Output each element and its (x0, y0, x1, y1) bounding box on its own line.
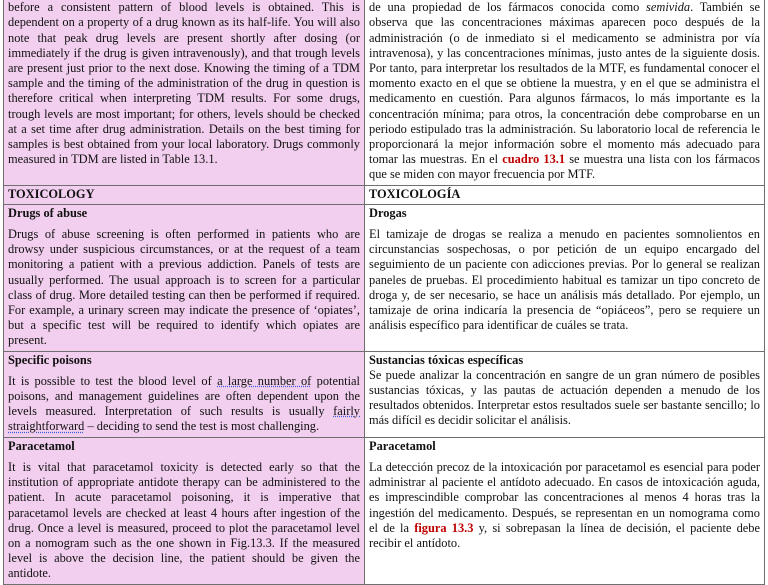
section-heading-en: TOXICOLOGY (4, 185, 365, 204)
text-span: It is possible to test the blood level of (8, 373, 218, 388)
grammar-flagged-phrase: fairly straightforward (8, 404, 360, 434)
table-row (4, 204, 765, 351)
spanish-paragraph (369, 460, 760, 551)
text-span: de una propiedad de los fármacos conocida como (369, 0, 640, 15)
english-cell (4, 351, 365, 437)
spanish-cell (365, 437, 765, 584)
spanish-cell (365, 0, 765, 185)
text-span: – deciding to send the test is most challenging. (84, 419, 320, 434)
table-row (4, 185, 765, 204)
section-heading-es: TOXICOLOGÍA (365, 185, 765, 204)
english-cell (4, 204, 365, 351)
table-row (4, 0, 765, 185)
text-span: potential poisons, and management guidelines are often dependent upon the levels measured. Interpretation of such results is usually (8, 373, 360, 419)
text-span: se muestra una lista con los fármacos que se miden con mayor frecuencia por MTF. (369, 152, 760, 182)
english-paragraph: Drugs of abuse screening is often performed in patients who are drowsy under suspicious circumstances, or at the request of a team monitoring a patient with a previous addiction. Panels of tests are usually performed. The usual approach is to screen for a particular class of drug. More detailed testing can then be performed if required. For example, a urinary screen may indicate the presence of ‘opiates’, but a specific test will be required to identify which opiates are present. (8, 227, 360, 348)
subheading: Drugs of abuse (8, 205, 88, 220)
spanish-cell (365, 204, 765, 351)
english-paragraph: before a consistent pattern of blood levels is obtained. This is dependent on a property of a drug known as its half-life. You will also note that peak drug levels are present shortly after dosing (or immediately if the drug is given intravenously), and that trough levels are present just prior to the next dose. Knowing the timing of a TDM sample and the timing of the administration of the drug in question is therefore critical when interpreting TDM results. For some drugs, trough levels are most important; for others, levels should be checked at a set time after drug administration. Details on the best timing for samples is best obtained from your local laboratory. Drugs commonly measured in TDM are listed in Table 13.1. (8, 0, 360, 167)
spanish-paragraph: Se puede analizar la concentración en sangre de un gran número de posibles sustancias tóxicas, y las pautas de actuación dependen a menudo de los resultados obtenidos. Interpretar estos resultados suele ser bastante sencillo; lo más difícil es decidir solicitar el análisis. (369, 367, 760, 428)
subheading: Sustancias tóxicas específicas (369, 352, 524, 367)
subheading: Specific poisons (8, 352, 92, 367)
subheading: Paracetamol (8, 438, 75, 453)
subheading: Paracetamol (369, 438, 436, 453)
spanish-paragraph: El tamizaje de drogas se realiza a menudo en pacientes somnolientos en circunstancias sospechosas, o por petición de un equipo encargado del seguimiento de un paciente con adicciones previas. Por lo general se realizan paneles de pruebas. El procedimiento habitual es tamizar un tipo concreto de droga y, de ser necesario, se hace un análisis más detallado. Por ejemplo, un tamizaje de orina indicaría la presencia de “opiáceos”, pero se requiere un análisis específico para identificar de cuáles se trata. (369, 227, 760, 333)
translation-table (3, 0, 765, 585)
english-cell (4, 0, 365, 185)
italic-term: semivida (646, 0, 691, 15)
table-row (4, 437, 765, 584)
table-reference-link[interactable]: cuadro 13.1 (502, 152, 566, 167)
english-paragraph (8, 374, 360, 435)
grammar-flagged-phrase: a large number of (217, 373, 312, 388)
figure-reference-link[interactable]: figura 13.3 (414, 520, 474, 535)
english-paragraph: It is vital that paracetamol toxicity is detected early so that the institution of appropriate antidote therapy can be administered to the patient. In acute paracetamol poisoning, it is imperative that paracetamol levels are checked at least 4 hours after ingestion of the drug. Once a level is measured, proceed to plot the paracetamol level on a nomogram such as the one shown in Fig.13.3. If the measured level is above the decision line, the patient should be given the antidote. (8, 459, 360, 581)
spanish-cell (365, 351, 765, 437)
spanish-paragraph (369, 0, 760, 183)
text-span: . También se observa que las concentraciones máximas aparecen poco después de la administración (o de inmediato si el medicamento se administra por vía intravenosa), y las concentraciones mínimas, justo antes de la siguiente dosis. Por tanto, para interpretar los resultados de la MTF, es fundamental conocer el momento exacto en el que se obtiene la muestra, y en el que se administra el medicamento en cuestión. Para algunos fármacos, lo más importante es la concentración mínima; para otros, la concentración debe comprobarse en un periodo estipulado tras la administración. Su laboratorio local de referencia le proporcionará la mejor información sobre el momento más adecuado para tomar las muestras. En el (369, 0, 760, 167)
english-cell (4, 437, 365, 584)
text-span: y, si sobrepasan la línea de decisión, el paciente debe recibir el antídoto. (369, 520, 761, 550)
table-row (4, 351, 765, 437)
subheading: Drogas (369, 205, 407, 220)
text-span: La detección precoz de la intoxicación por paracetamol es esencial para poder administrar al paciente el antídoto adecuado. En casos de intoxicación aguda, es imprescindible comprobar las concentraciones al menos 4 horas tras la ingestión del medicamento. Después, se representan en un nomograma como el de la (369, 459, 760, 535)
